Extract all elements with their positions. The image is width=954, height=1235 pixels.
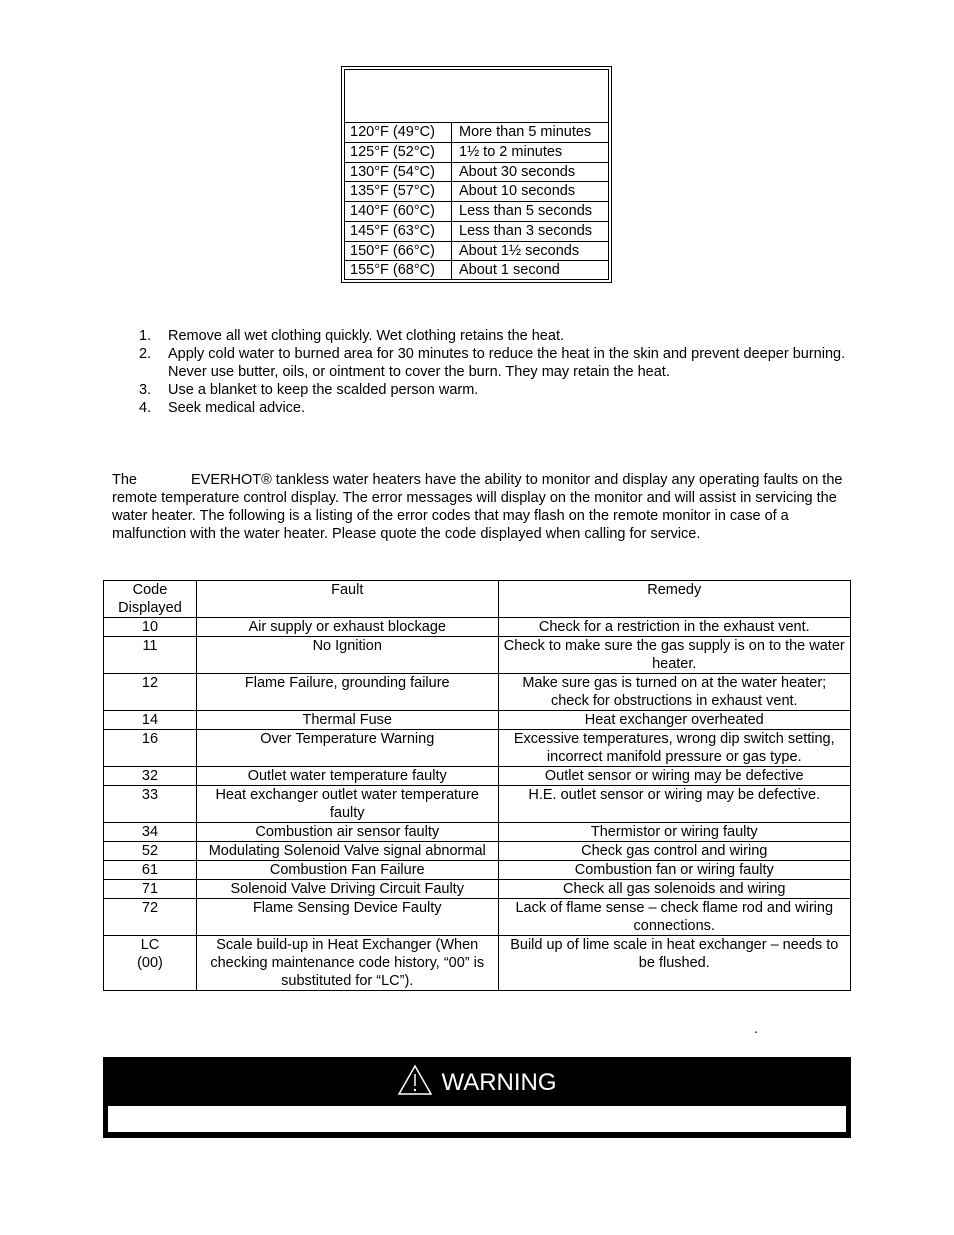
error-remedy: Check to make sure the gas supply is on to the water heater. (498, 637, 850, 674)
error-fault: No Ignition (196, 637, 498, 674)
error-remedy: Combustion fan or wiring faulty (498, 861, 850, 880)
error-code: 14 (104, 711, 197, 730)
warning-triangle-icon (397, 1064, 433, 1103)
scald-table-row (345, 241, 608, 261)
error-table-row (104, 711, 851, 730)
scald-temperature: 155°F (68°C) (345, 261, 452, 280)
first-aid-text: Apply cold water to burned area for 30 minutes to reduce the heat in the skin and prevent deeper burning. Never use butter, oils, or ointment to cover the burn. They may retain the heat. (168, 346, 846, 380)
error-fault: Over Temperature Warning (196, 730, 498, 767)
scald-temperature: 135°F (57°C) (345, 182, 452, 201)
error-table-row (104, 618, 851, 637)
first-aid-item (139, 381, 859, 399)
scald-table-row (345, 221, 608, 241)
scald-table-row (345, 201, 608, 221)
scald-time: Less than 3 seconds (459, 222, 593, 239)
error-table-row (104, 767, 851, 786)
scald-temperature: 125°F (52°C) (345, 143, 452, 162)
error-code-table (103, 580, 851, 991)
error-code: 32 (104, 767, 197, 786)
first-aid-item (139, 345, 859, 381)
error-code: 72 (104, 899, 197, 936)
error-remedy: Check gas control and wiring (498, 842, 850, 861)
error-code: 16 (104, 730, 197, 767)
warning-title: WARNING (441, 1069, 557, 1096)
scald-table-row (345, 162, 608, 182)
scald-time: About 30 seconds (459, 163, 576, 180)
header-fault: Fault (196, 581, 498, 618)
error-code: 10 (104, 618, 197, 637)
scald-table (344, 69, 609, 280)
error-remedy: Outlet sensor or wiring may be defective (498, 767, 850, 786)
stray-dot: . (754, 1020, 758, 1036)
error-code: 11 (104, 637, 197, 674)
first-aid-number: 4. (139, 400, 152, 416)
error-table-row (104, 674, 851, 711)
intro-lead: The (112, 472, 137, 488)
error-table-row (104, 786, 851, 823)
first-aid-list (139, 327, 859, 417)
error-fault: Modulating Solenoid Valve signal abnormal (196, 842, 498, 861)
scald-time: About 1½ seconds (459, 242, 580, 259)
error-codes-intro (112, 471, 852, 543)
error-fault: Outlet water temperature faulty (196, 767, 498, 786)
scald-time: About 1 second (459, 262, 560, 279)
error-fault: Combustion Fan Failure (196, 861, 498, 880)
warning-box (103, 1057, 851, 1138)
error-table-row (104, 823, 851, 842)
error-fault: Combustion air sensor faulty (196, 823, 498, 842)
header-code: Code Displayed (104, 581, 197, 618)
scald-table-row (345, 142, 608, 162)
scald-time: About 10 seconds (459, 183, 576, 200)
scald-table-header (345, 70, 608, 122)
scald-time: Less than 5 seconds (459, 203, 593, 219)
scald-temperature: 120°F (49°C) (345, 123, 452, 142)
scald-time: More than 5 minutes (459, 124, 592, 140)
error-code: 34 (104, 823, 197, 842)
error-fault: Flame Failure, grounding failure (196, 674, 498, 711)
scald-temperature: 140°F (60°C) (345, 202, 452, 221)
warning-title-bar (103, 1063, 851, 1103)
error-remedy: Heat exchanger overheated (498, 711, 850, 730)
scald-table-row (345, 260, 608, 280)
error-remedy: Excessive temperatures, wrong dip switch setting, incorrect manifold pressure or gas type. (498, 730, 850, 767)
scald-table-row (345, 181, 608, 201)
error-code: 52 (104, 842, 197, 861)
error-remedy: Lack of flame sense – check flame rod and wiring connections. (498, 899, 850, 936)
error-table-row (104, 637, 851, 674)
first-aid-text: Seek medical advice. (168, 400, 306, 416)
first-aid-text: Use a blanket to keep the scalded person warm. (168, 382, 479, 398)
error-fault: Heat exchanger outlet water temperature faulty (196, 786, 498, 823)
error-remedy: Check for a restriction in the exhaust vent. (498, 618, 850, 637)
error-code: LC (00) (104, 936, 197, 991)
error-remedy: H.E. outlet sensor or wiring may be defective. (498, 786, 850, 823)
first-aid-text: Remove all wet clothing quickly. Wet clothing retains the heat. (168, 328, 564, 344)
header-remedy: Remedy (498, 581, 850, 618)
error-fault: Thermal Fuse (196, 711, 498, 730)
error-remedy: Check all gas solenoids and wiring (498, 880, 850, 899)
error-table-row (104, 936, 851, 991)
scald-table-row (345, 122, 608, 142)
error-fault: Air supply or exhaust blockage (196, 618, 498, 637)
error-fault: Solenoid Valve Driving Circuit Faulty (196, 880, 498, 899)
scald-temperature: 130°F (54°C) (345, 163, 452, 182)
scald-temperature: 150°F (66°C) (345, 242, 452, 261)
error-table-row (104, 880, 851, 899)
error-table-header-row (104, 581, 851, 618)
first-aid-item (139, 327, 859, 345)
error-code: 71 (104, 880, 197, 899)
first-aid-number: 2. (139, 346, 152, 362)
error-table-row (104, 899, 851, 936)
error-remedy: Build up of lime scale in heat exchanger – needs to be flushed. (498, 936, 850, 991)
error-table-row (104, 842, 851, 861)
intro-text: EVERHOT® tankless water heaters have the ability to monitor and display any operating faults on the remote temperature control display. The error messages will display on the monitor and will assist in servicing the water heater. The following is a listing of the error codes that may flash on the remote monitor in case of a malfunction with the water heater. Please quote the code displayed when calling for service. (112, 472, 843, 542)
error-code: 12 (104, 674, 197, 711)
error-code: 61 (104, 861, 197, 880)
error-table-row (104, 861, 851, 880)
error-table-row (104, 730, 851, 767)
error-fault: Scale build-up in Heat Exchanger (When checking maintenance code history, “00” is substituted for “LC”). (196, 936, 498, 991)
first-aid-number: 1. (139, 328, 152, 344)
warning-body (107, 1105, 847, 1133)
error-fault: Flame Sensing Device Faulty (196, 899, 498, 936)
scald-temperature: 145°F (63°C) (345, 222, 452, 241)
scald-time: 1½ to 2 minutes (459, 143, 563, 160)
first-aid-item (139, 399, 859, 417)
error-code: 33 (104, 786, 197, 823)
error-remedy: Thermistor or wiring faulty (498, 823, 850, 842)
first-aid-number: 3. (139, 382, 152, 398)
error-remedy: Make sure gas is turned on at the water heater; check for obstructions in exhaust vent. (498, 674, 850, 711)
